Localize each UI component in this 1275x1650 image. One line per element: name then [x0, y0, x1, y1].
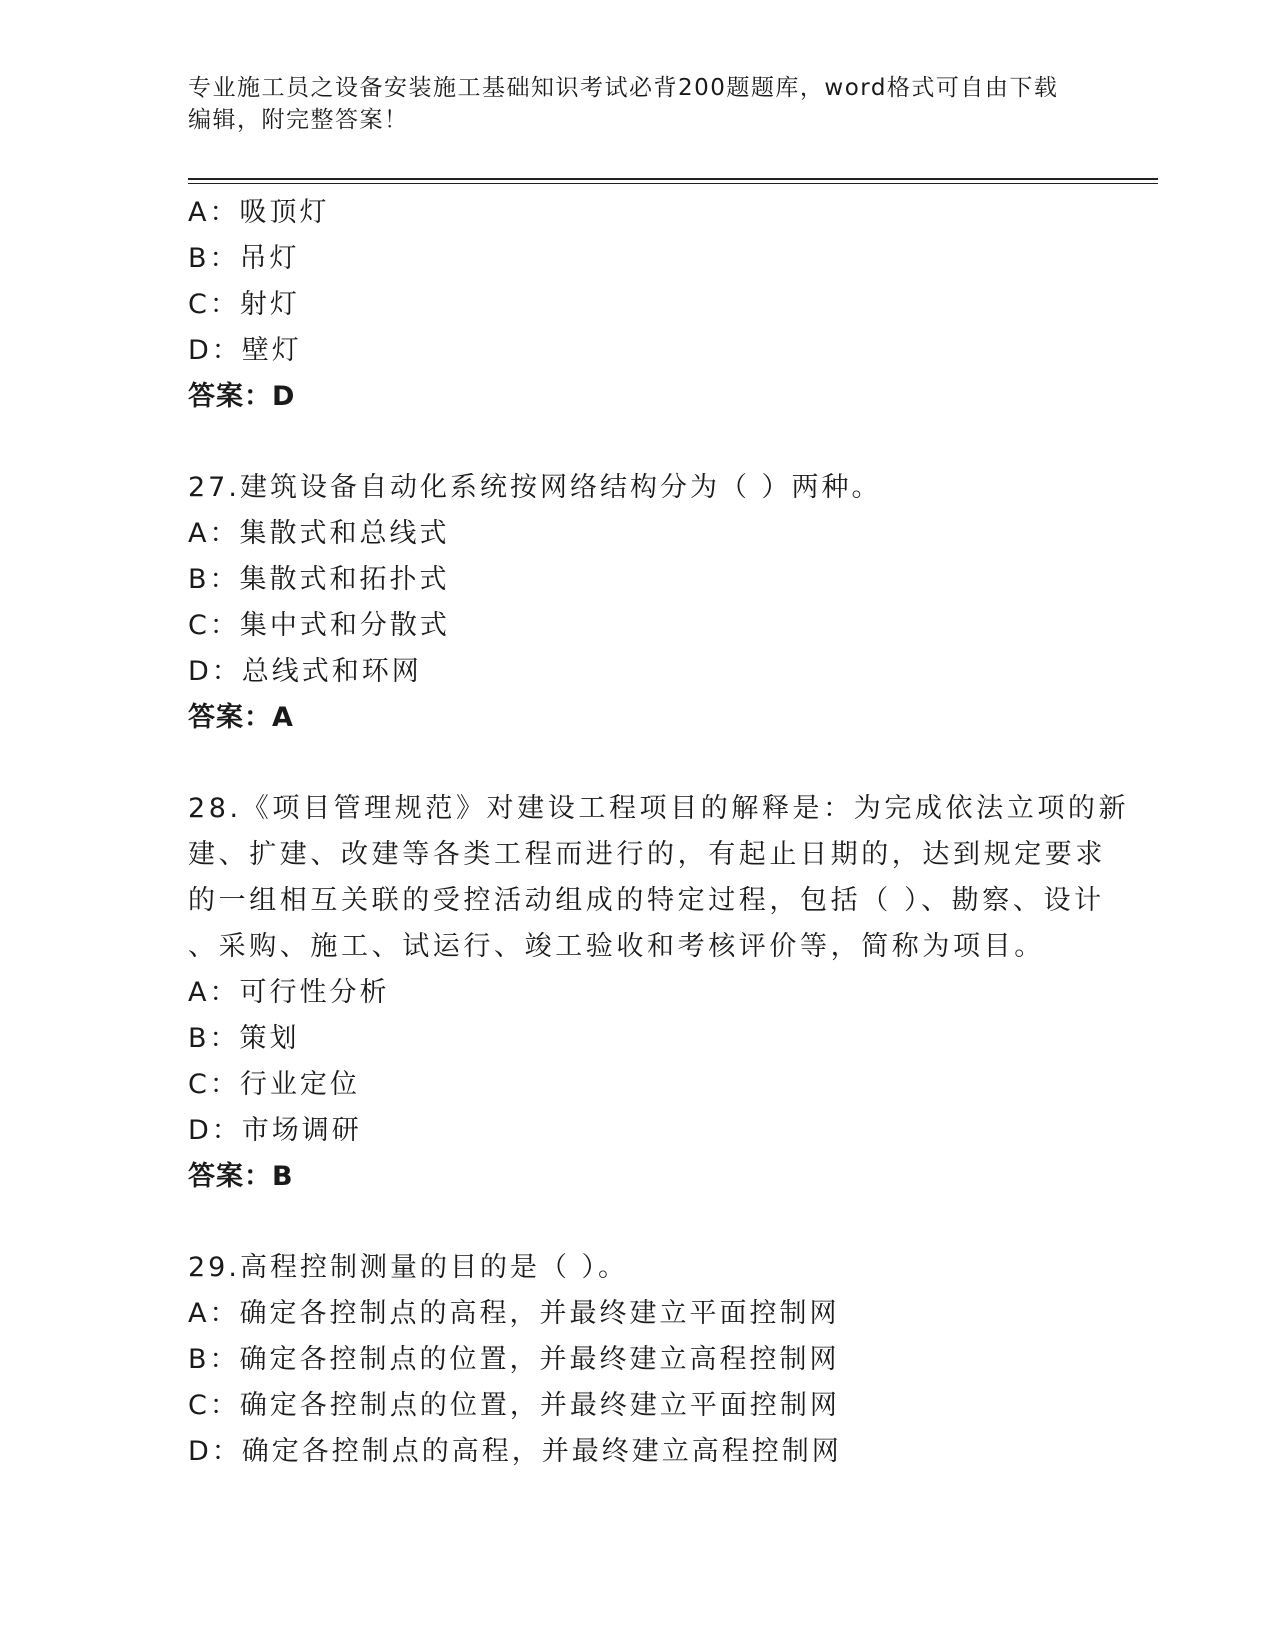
question-text-line: 28.《项目管理规范》对建设工程项目的解释是：为完成依法立项的新	[188, 793, 1130, 824]
question-text-line: 、采购、施工、试运行、竣工验收和考核评价等，简称为项目。	[188, 931, 1045, 962]
question-text: 27.建筑设备自动化系统按网络结构分为（ ）两种。	[188, 472, 882, 503]
option-d: D：确定各控制点的高程，并最终建立高程控制网	[188, 1436, 842, 1467]
header-rule-thin	[188, 183, 1158, 184]
option-d: D：市场调研	[188, 1115, 362, 1146]
question-text-line: 的一组相互关联的受控活动组成的特定过程，包括（ ）、勘察、设计	[188, 885, 1105, 916]
option-b: B：策划	[188, 1023, 300, 1054]
option-b: B：集散式和拓扑式	[188, 564, 450, 595]
option-a: A：集散式和总线式	[188, 518, 450, 549]
question-text-line: 建、扩建、改建等各类工程而进行的，有起止日期的，达到规定要求	[188, 839, 1106, 870]
answer: 答案：D	[188, 381, 296, 412]
question-27	[188, 465, 1088, 741]
question-text: 29.高程控制测量的目的是（ ）。	[188, 1252, 629, 1283]
question-28	[188, 786, 1130, 1200]
question-list	[188, 190, 1130, 1475]
option-b: B：确定各控制点的位置，并最终建立高程控制网	[188, 1344, 840, 1375]
option-b: B：吊灯	[188, 243, 300, 274]
question-29	[188, 1245, 1088, 1475]
option-a: A：吸顶灯	[188, 197, 330, 228]
option-a: A：确定各控制点的高程，并最终建立平面控制网	[188, 1298, 840, 1329]
option-c: C：行业定位	[188, 1069, 360, 1100]
option-d: D：壁灯	[188, 335, 302, 366]
option-c: C：射灯	[188, 289, 300, 320]
answer: 答案：B	[188, 1161, 294, 1192]
question-26-continued	[188, 190, 1088, 420]
header-title: 专业施工员之设备安装施工基础知识考试必背200题题库，word格式可自由下载编辑，附完整答案！	[188, 75, 1059, 133]
option-d: D：总线式和环网	[188, 656, 422, 687]
answer: 答案：A	[188, 702, 294, 733]
option-c: C：确定各控制点的位置，并最终建立平面控制网	[188, 1390, 840, 1421]
option-c: C：集中式和分散式	[188, 610, 450, 641]
header-rule	[188, 178, 1158, 180]
document-header	[188, 72, 1068, 136]
option-a: A：可行性分析	[188, 977, 390, 1008]
